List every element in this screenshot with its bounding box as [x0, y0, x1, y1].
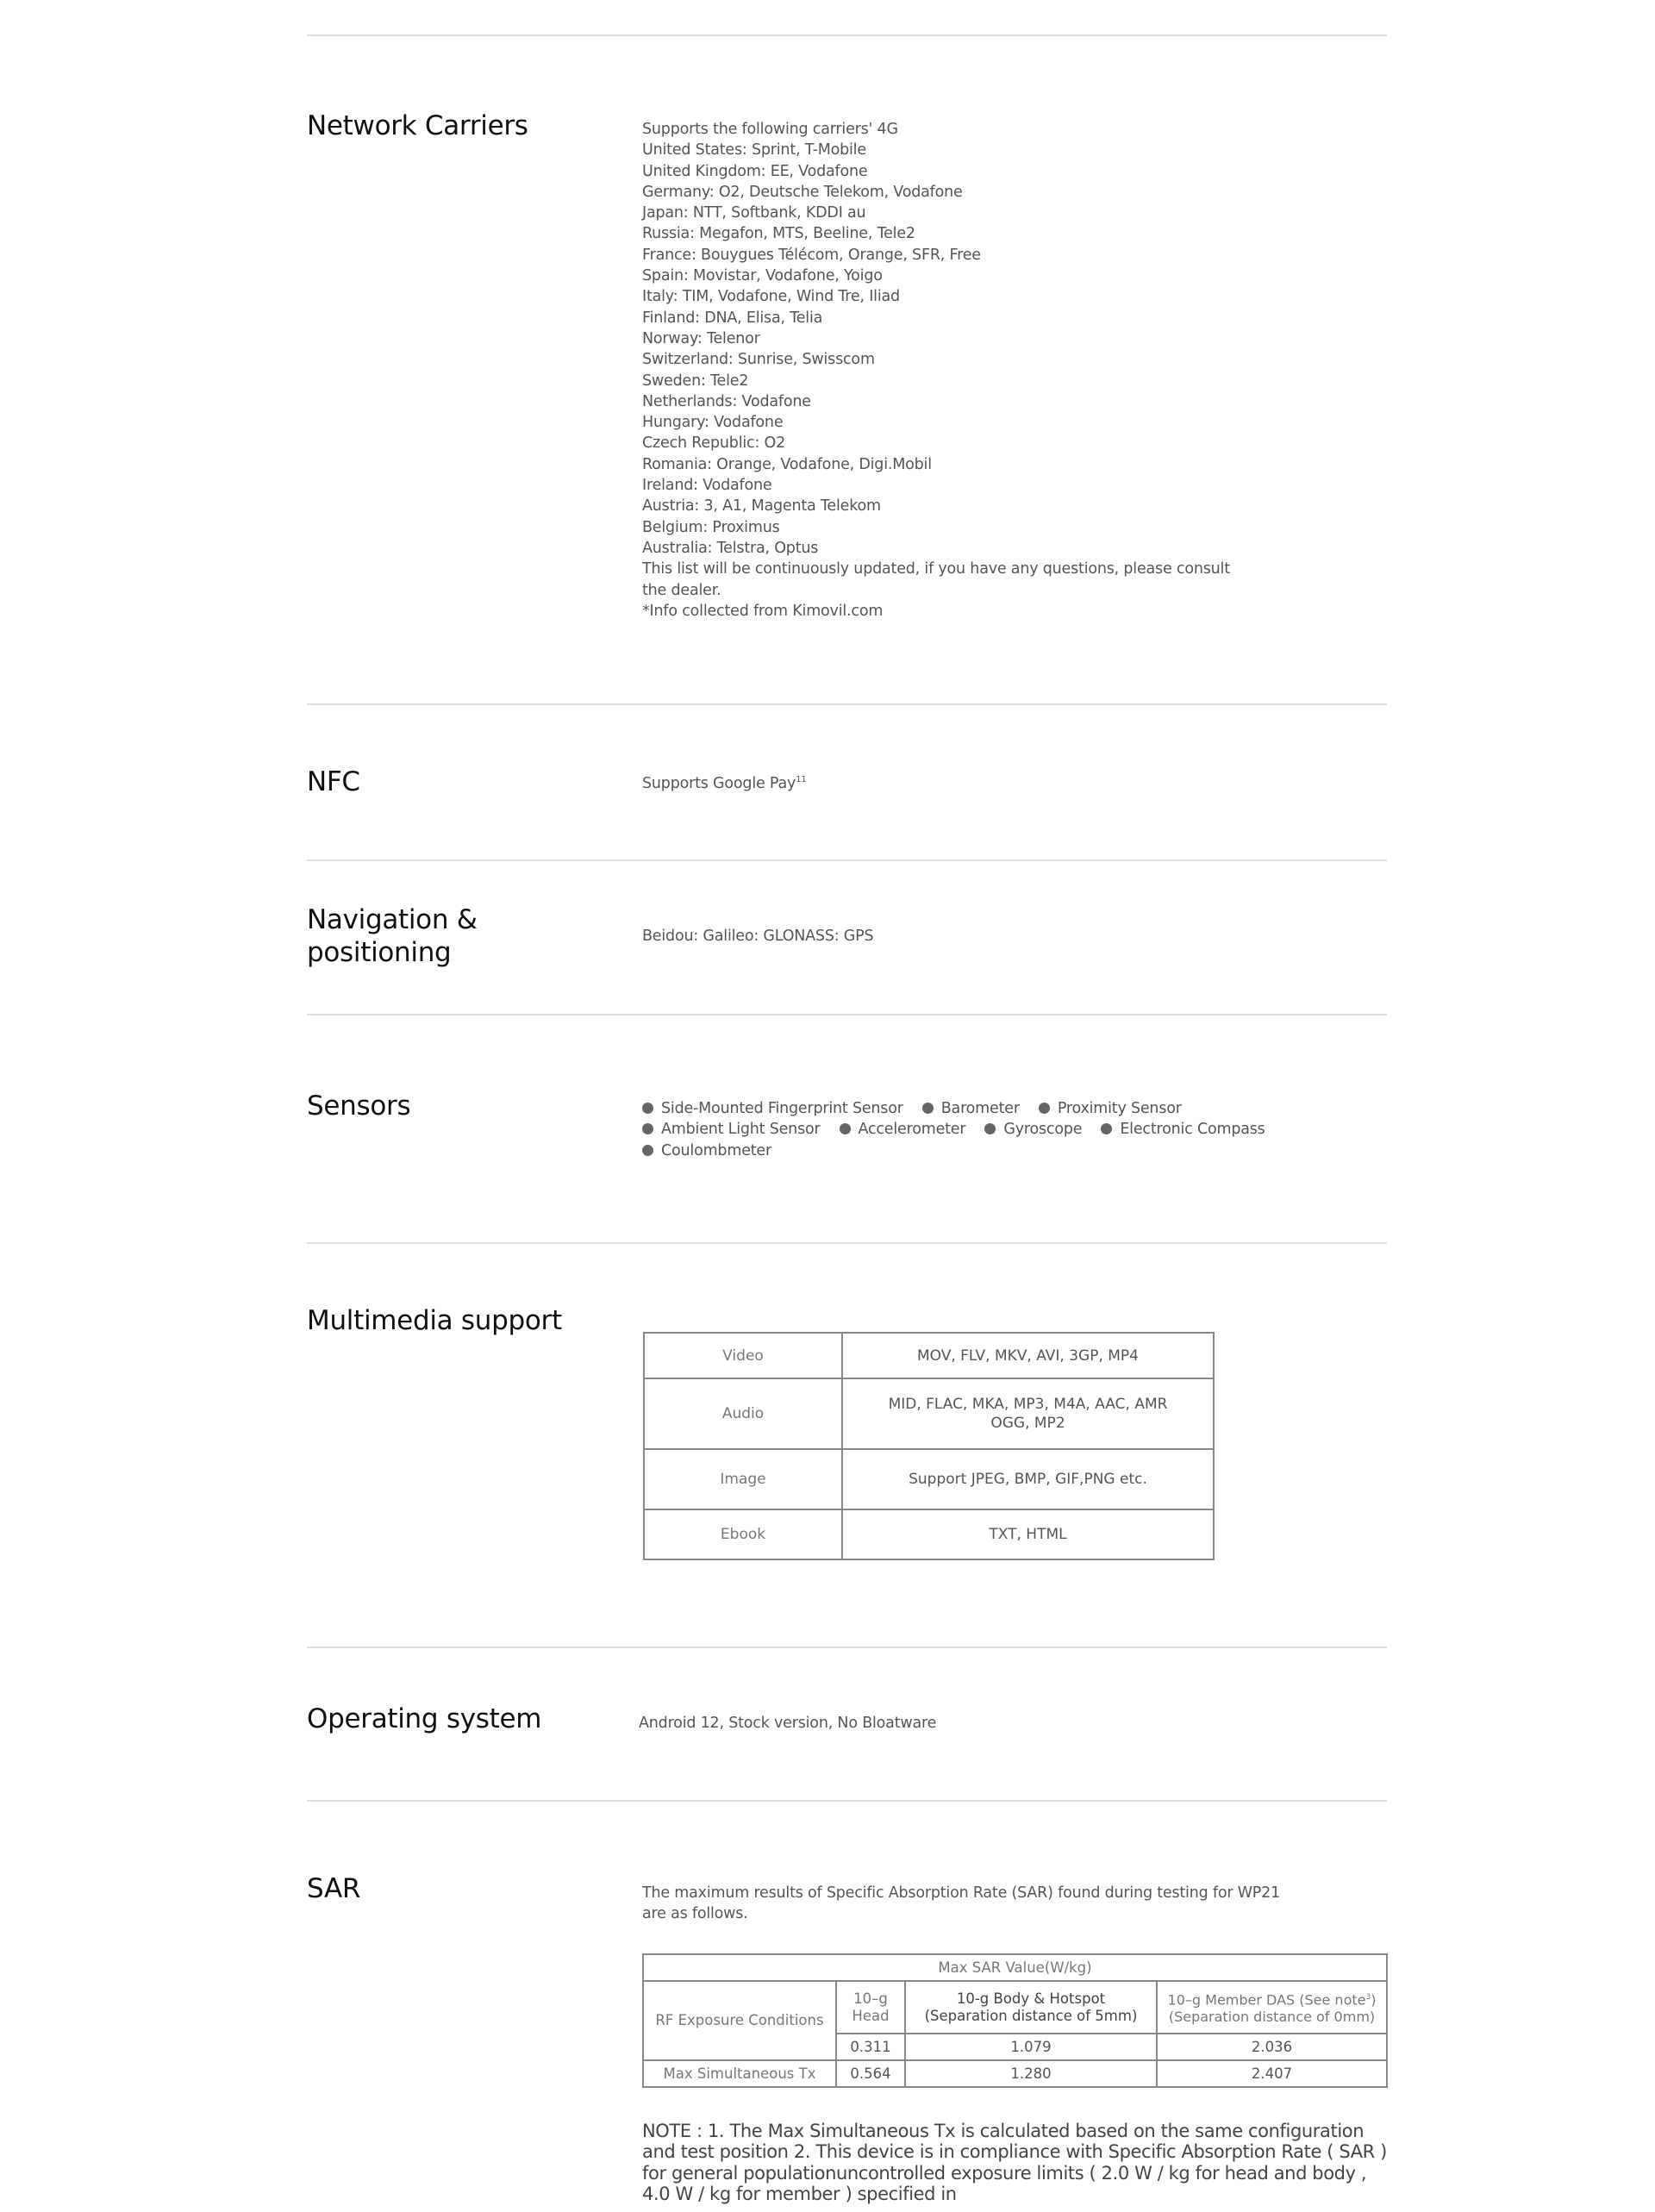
body-column-header: [905, 1981, 1157, 2034]
head-column-header: 10–g Head: [836, 1981, 905, 2034]
navigation-text: Beidou: Galileo: GLONASS: GPS: [642, 928, 874, 945]
body-header-line2: (Separation distance of 5mm): [924, 2007, 1138, 2024]
member-header-end: ): [1371, 1991, 1377, 2009]
sensor-item: [642, 1100, 903, 1117]
os-heading: Operating system: [307, 1703, 542, 1734]
bullet-icon: [984, 1123, 996, 1134]
carrier-line: Australia: Telstra, Optus: [642, 539, 819, 557]
sensor-label: Electronic Compass: [1120, 1121, 1265, 1139]
sensor-label: Accelerometer: [858, 1121, 966, 1139]
carrier-line: Norway: Telenor: [642, 329, 760, 347]
format-value-line1: MID, FLAC, MKA, MP3, M4A, AAC, AMR: [888, 1396, 1168, 1413]
divider: [307, 1800, 1387, 1802]
divider: [307, 1242, 1387, 1244]
sar-value: 2.036: [1157, 2034, 1387, 2060]
format-value: Support JPEG, BMP, GIF,PNG etc.: [842, 1449, 1214, 1509]
sensor-item: [1039, 1100, 1182, 1117]
sensor-label: Proximity Sensor: [1057, 1100, 1182, 1117]
carrier-line: United States: Sprint, T-Mobile: [642, 141, 866, 159]
divider: [307, 1014, 1387, 1015]
body-header-line1: 10-g Body & Hotspot: [956, 1990, 1106, 2007]
format-value: MOV, FLV, MKV, AVI, 3GP, MP4: [842, 1333, 1214, 1378]
max-simultaneous-header: Max Simultaneous Tx: [643, 2060, 836, 2087]
bullet-icon: [1101, 1123, 1112, 1134]
rf-exposure-header: RF Exposure Conditions: [643, 1981, 836, 2060]
sensor-row: [642, 1098, 1284, 1119]
table-row: [643, 2060, 1387, 2087]
carrier-line: United Kingdom: EE, Vodafone: [642, 162, 868, 180]
sensor-label: Gyroscope: [1003, 1121, 1083, 1139]
member-header-line1: 10–g Member DAS (See note: [1167, 1991, 1366, 2009]
carrier-line: Spain: Movistar, Vodafone, Yoigo: [642, 267, 883, 285]
sar-value: 2.407: [1157, 2060, 1387, 2087]
carrier-line: Italy: TIM, Vodafone, Wind Tre, Iliad: [642, 288, 900, 306]
carrier-line: Romania: Orange, Vodafone, Digi.Mobil: [642, 455, 932, 473]
sar-intro: [642, 1883, 1280, 1925]
sar-value: 1.079: [905, 2034, 1157, 2060]
carrier-line: Netherlands: Vodafone: [642, 392, 811, 410]
sar-heading: SAR: [307, 1873, 361, 1904]
carrier-line: Switzerland: Sunrise, Swisscom: [642, 351, 875, 369]
table-row: [644, 1449, 1214, 1509]
carrier-line: Sweden: Tele2: [642, 372, 749, 390]
note-line: NOTE : 1. The Max Simultaneous Tx is calculated based on the same configuration: [642, 2121, 1365, 2141]
sensor-item: [984, 1121, 1082, 1138]
navigation-heading-line1: Navigation &: [307, 904, 478, 935]
table-row: [644, 1333, 1214, 1378]
sar-intro-line2: are as follows.: [642, 1905, 748, 1923]
carrier-line: Russia: Megafon, MTS, Beeline, Tele2: [642, 225, 915, 243]
table-row: [644, 1509, 1214, 1559]
carrier-line: Belgium: Proximus: [642, 518, 780, 536]
member-footnote: 3: [1365, 1992, 1371, 2002]
carrier-line: Hungary: Vodafone: [642, 414, 784, 432]
bullet-icon: [642, 1145, 653, 1156]
divider: [307, 703, 1387, 705]
carrier-line: France: Bouygues Télécom, Orange, SFR, Free: [642, 246, 981, 264]
carrier-line: This list will be continuously updated, if you have any questions, please consult: [642, 560, 1230, 578]
format-label: Image: [644, 1449, 842, 1509]
note-line: and test position 2. This device is in compliance with Specific Absorption Rate ( SAR ): [642, 2141, 1387, 2163]
carrier-line: the dealer.: [642, 581, 721, 599]
multimedia-heading: Multimedia support: [307, 1305, 562, 1336]
sar-value: 0.311: [836, 2034, 905, 2060]
os-text: Android 12, Stock version, No Bloatware: [639, 1715, 937, 1732]
sar-note: [642, 2121, 1401, 2204]
sensor-item: [922, 1100, 1020, 1117]
table-row: [644, 1378, 1214, 1449]
sar-intro-line1: The maximum results of Specific Absorption Rate (SAR) found during testing for WP21: [642, 1884, 1281, 1902]
sar-value: 0.564: [836, 2060, 905, 2087]
sar-table: [642, 1953, 1388, 2088]
divider: [307, 34, 1387, 36]
sensor-label: Side-Mounted Fingerprint Sensor: [661, 1100, 903, 1117]
format-label: Ebook: [644, 1509, 842, 1559]
nfc-text: [642, 770, 807, 794]
multimedia-table: [643, 1332, 1215, 1560]
divider: [307, 859, 1387, 861]
sensors-heading: Sensors: [307, 1090, 411, 1122]
bullet-icon: [840, 1123, 851, 1134]
sensor-row: [642, 1119, 1284, 1140]
format-value: [842, 1378, 1214, 1449]
note-line: for general populationuncontrolled exposure limits ( 2.0 W / kg for head and body ,: [642, 2162, 1367, 2184]
sensor-row: [642, 1140, 1284, 1161]
carrier-line: *Info collected from Kimovil.com: [642, 602, 884, 620]
navigation-heading: [307, 903, 478, 969]
bullet-icon: [642, 1123, 653, 1134]
nfc-value: Supports Google Pay: [642, 774, 796, 792]
sensor-item: [642, 1142, 771, 1159]
divider: [307, 1647, 1387, 1648]
table-row: [643, 1954, 1387, 1981]
sensor-label: Barometer: [940, 1100, 1020, 1117]
carrier-line: Austria: 3, A1, Magenta Telekom: [642, 497, 881, 516]
sensor-label: Coulombmeter: [661, 1141, 771, 1159]
format-label: Audio: [644, 1378, 842, 1449]
sensors-list: [642, 1098, 1284, 1161]
note-line: 4.0 W / kg for member ) specified in: [642, 2183, 957, 2204]
navigation-heading-line2: positioning: [307, 937, 452, 968]
carrier-line: Supports the following carriers' 4G: [642, 121, 898, 138]
table-row: [643, 1981, 1387, 2034]
carrier-line: Ireland: Vodafone: [642, 477, 772, 495]
carrier-line: Czech Republic: O2: [642, 434, 786, 453]
sar-value: 1.280: [905, 2060, 1157, 2087]
carrier-line: Finland: DNA, Elisa, Telia: [642, 309, 823, 327]
bullet-icon: [642, 1103, 653, 1114]
network-carriers-list: [642, 119, 1230, 622]
member-header-line2: (Separation distance of 0mm): [1168, 2009, 1376, 2026]
sensor-item: [642, 1121, 821, 1138]
sensor-label: Ambient Light Sensor: [661, 1121, 821, 1139]
carrier-line: Japan: NTT, Softbank, KDDI au: [642, 204, 866, 222]
sensor-item: [840, 1121, 966, 1138]
format-value: TXT, HTML: [842, 1509, 1214, 1559]
carrier-line: Germany: O2, Deutsche Telekom, Vodafone: [642, 183, 963, 201]
nfc-footnote: 11: [796, 775, 807, 784]
bullet-icon: [922, 1103, 934, 1114]
nfc-heading: NFC: [307, 766, 360, 797]
sensor-item: [1101, 1121, 1265, 1138]
format-value-line2: OGG, MP2: [990, 1415, 1065, 1432]
sar-caption: Max SAR Value(W/kg): [643, 1954, 1387, 1981]
member-column-header: [1157, 1981, 1387, 2034]
network-carriers-heading: Network Carriers: [307, 110, 528, 141]
bullet-icon: [1039, 1103, 1050, 1114]
format-label: Video: [644, 1333, 842, 1378]
